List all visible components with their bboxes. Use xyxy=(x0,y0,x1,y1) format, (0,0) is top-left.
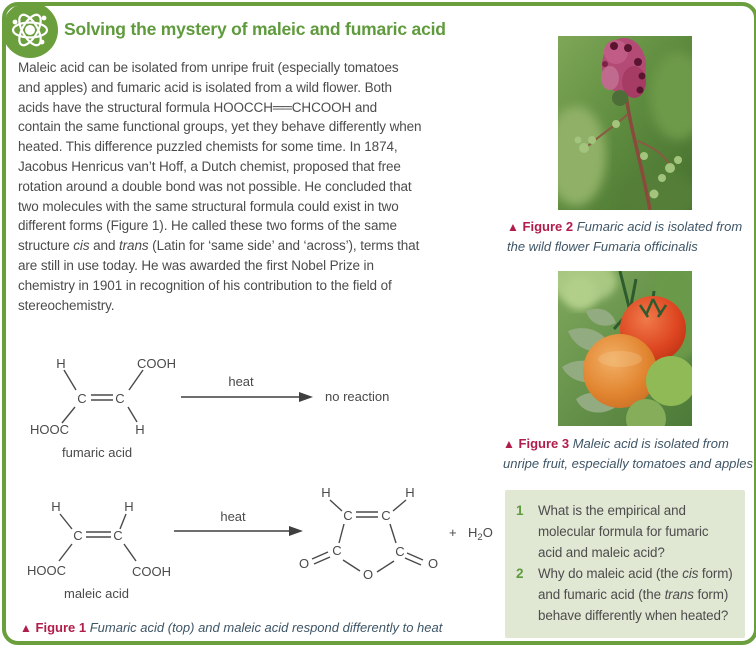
fumaric-c1: C xyxy=(77,391,87,406)
anhydride-c4: C xyxy=(395,544,405,559)
fumaric-acid-label: fumaric acid xyxy=(62,445,133,460)
fumaric-hooc-bottom-left: HOOC xyxy=(30,422,69,437)
heat-label-1: heat xyxy=(228,374,254,389)
maleic-acid-label: maleic acid xyxy=(64,586,130,601)
figure2-triangle-icon: ▲ xyxy=(507,220,519,234)
plus-sign: + xyxy=(449,525,457,540)
anhydride-h-left: H xyxy=(321,485,331,500)
maleic-c1: C xyxy=(73,528,83,543)
arrow-head xyxy=(289,526,303,536)
maleic-h-top-left: H xyxy=(51,499,61,514)
anhydride-c2: C xyxy=(381,508,391,523)
question-1 xyxy=(516,500,734,563)
page-title: Solving the mystery of maleic and fumaric acid xyxy=(64,19,446,39)
fumaria-flower-photo xyxy=(558,36,692,210)
figure2-label: Figure 2 xyxy=(522,219,574,234)
maleic-hooc-bottom-left: HOOC xyxy=(27,563,66,578)
question-2-number: 2 xyxy=(516,566,524,581)
heat-label-2: heat xyxy=(220,509,246,524)
cis-term: cis xyxy=(682,566,699,581)
arrow-head xyxy=(299,392,313,402)
anhydride-o-right: O xyxy=(427,556,439,571)
anhydride-o-bottom: O xyxy=(362,567,374,582)
maleic-cooh-bottom-right: COOH xyxy=(132,564,171,579)
anhydride-h-right: H xyxy=(405,485,415,500)
figure3-triangle-icon: ▲ xyxy=(503,437,515,451)
figure1-text: Fumaric acid (top) and maleic acid respond differently to heat xyxy=(89,620,443,635)
questions-panel xyxy=(505,490,745,638)
tomatoes-photo xyxy=(558,271,692,426)
trans-term: trans xyxy=(119,238,149,254)
question-1-number: 1 xyxy=(516,503,524,518)
water-formula: $H_2O$ xyxy=(468,525,493,543)
cis-term: cis xyxy=(73,238,90,254)
question-1-text: What is the empirical and molecular formula for fumaric acid and maleic acid? xyxy=(538,503,709,560)
textbook-feature-box xyxy=(2,2,756,645)
figure1-caption xyxy=(20,618,490,638)
paragraph-part-1: Maleic acid can be isolated from unripe fruit (especially tomatoes and apples) and fumaric acid is isolated from a wild flower. Both acids have the structural formula HOOCCH══CHCOOH and contain the same functional groups, yet they behave differently when heated. This difference puzzled chemists for some time. In 1874, Jacobus Henricus van’t Hoff, a Dutch chemist, proposed that free rotation around a double bond was not possible. He concluded that two molecules with the same structural formula could exist in two different forms (Figure 1). He called these two forms of the same structure xyxy=(18,60,422,254)
figure2-caption xyxy=(507,217,753,256)
paragraph-part-2: (Latin for ‘same side’ and ‘across’), terms that are still in use today. He was awarded the first Nobel Prize in chemistry in 1901 in recognition of his contribution to the field of stereochemistry. xyxy=(18,238,420,313)
fumaric-c2: C xyxy=(115,391,125,406)
figure3-text: Maleic acid is isolated from unripe fruit, especially tomatoes and apples xyxy=(503,436,754,471)
atom-icon xyxy=(2,2,58,58)
fumaric-h-top-left: H xyxy=(56,356,66,371)
fumaric-acid-reaction-diagram xyxy=(16,352,496,470)
fumaric-cooh-top-right: COOH xyxy=(137,356,176,371)
no-reaction-label: no reaction xyxy=(325,389,390,404)
fumaric-h-bottom-right: H xyxy=(135,422,145,437)
paragraph-part-mid: and xyxy=(89,238,120,254)
anhydride-c3: C xyxy=(332,543,342,558)
figure3-label: Figure 3 xyxy=(518,436,570,451)
anhydride-c1: C xyxy=(343,508,353,523)
figure1-triangle-icon: ▲ xyxy=(20,621,32,635)
anhydride-o-left: O xyxy=(298,556,310,571)
figure3-caption xyxy=(503,434,755,473)
maleic-acid-reaction-diagram xyxy=(16,484,516,609)
maleic-c2: C xyxy=(113,528,123,543)
article-paragraph xyxy=(18,58,422,315)
maleic-h-top-right: H xyxy=(124,499,134,514)
trans-term: trans xyxy=(664,587,694,602)
question-2 xyxy=(516,563,734,626)
figure1-label: Figure 1 xyxy=(35,620,87,635)
question-2-text: Why do maleic acid (the cis form) and fumaric acid (the trans form) behave differently when heated? xyxy=(538,566,733,623)
figure2-text: Fumaric acid is isolated from the wild flower Fumaria officinalis xyxy=(507,219,743,254)
